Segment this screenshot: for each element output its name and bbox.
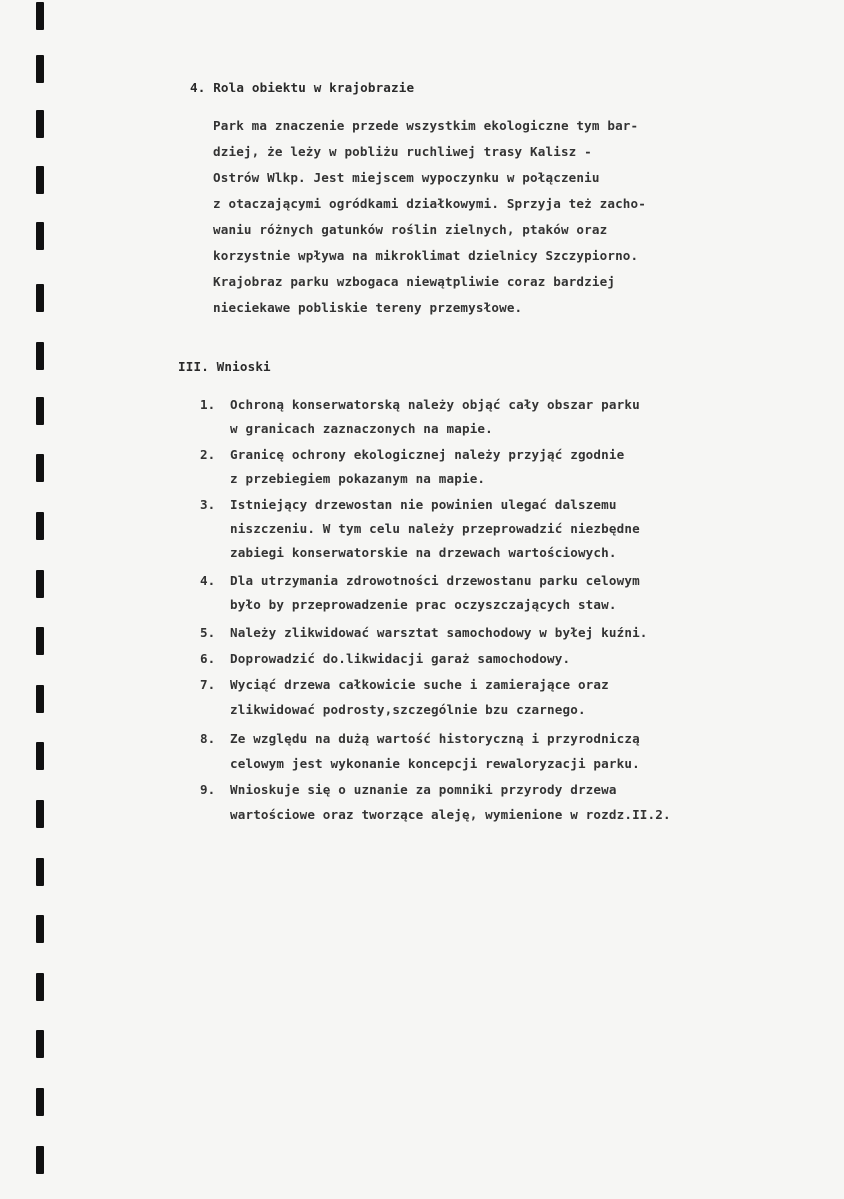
binding-hole [36, 742, 44, 770]
section-heading: 4. Rola obiektu w krajobrazie [190, 80, 415, 95]
binding-hole [36, 800, 44, 828]
list-item-line: Wnioskuje się o uznanie za pomniki przyrody drzewa [230, 782, 617, 797]
list-item-line: Istniejący drzewostan nie powinien ulegać dalszemu [230, 497, 617, 512]
list-item-line: zabiegi konserwatorskie na drzewach wartościowych. [230, 545, 617, 560]
list-number: 4. [200, 573, 216, 588]
binding-hole [36, 397, 44, 425]
section-heading: III. Wnioski [178, 359, 271, 374]
list-item-line: Granicę ochrony ekologicznej należy przyjąć zgodnie [230, 447, 625, 462]
list-item-line: Należy zlikwidować warsztat samochodowy w byłej kuźni. [230, 625, 648, 640]
paragraph-line: dziej, że leży w pobliżu ruchliwej trasy Kalisz - [213, 144, 592, 159]
list-item-line: niszczeniu. W tym celu należy przeprowadzić niezbędne [230, 521, 640, 536]
paragraph-line: waniu różnych gatunków roślin zielnych, ptaków oraz [213, 222, 608, 237]
list-item-line: zlikwidować podrosty,szczególnie bzu czarnego. [230, 702, 586, 717]
list-item-line: Wyciąć drzewa całkowicie suche i zamierające oraz [230, 677, 609, 692]
binding-hole [36, 1030, 44, 1058]
binding-hole [36, 284, 44, 312]
binding-hole [36, 512, 44, 540]
list-item-line: wartościowe oraz tworzące aleję, wymienione w rozdz.II.2. [230, 807, 671, 822]
binding-hole [36, 858, 44, 886]
binding-hole [36, 166, 44, 194]
binding-hole [36, 110, 44, 138]
list-number: 7. [200, 677, 216, 692]
binding-hole [36, 1146, 44, 1174]
list-item-line: Dla utrzymania zdrowotności drzewostanu parku celowym [230, 573, 640, 588]
list-item-line: w granicach zaznaczonych na mapie. [230, 421, 493, 436]
list-item-line: celowym jest wykonanie koncepcji rewaloryzacji parku. [230, 756, 640, 771]
list-number: 6. [200, 651, 216, 666]
list-number: 2. [200, 447, 216, 462]
binding-hole [36, 685, 44, 713]
list-number: 1. [200, 397, 216, 412]
paragraph-line: z otaczającymi ogródkami działkowymi. Sprzyja też zacho- [213, 196, 646, 211]
binding-strip [33, 0, 47, 1199]
binding-hole [36, 454, 44, 482]
list-number: 3. [200, 497, 216, 512]
binding-hole [36, 55, 44, 83]
binding-hole [36, 973, 44, 1001]
list-number: 9. [200, 782, 216, 797]
binding-hole [36, 342, 44, 370]
binding-hole [36, 1088, 44, 1116]
binding-hole [36, 222, 44, 250]
binding-hole [36, 915, 44, 943]
paragraph-line: Park ma znaczenie przede wszystkim ekologiczne tym bar- [213, 118, 639, 133]
paragraph-line: Ostrów Wlkp. Jest miejscem wypoczynku w połączeniu [213, 170, 600, 185]
paragraph-line: nieciekawe pobliskie tereny przemysłowe. [213, 300, 523, 315]
list-number: 5. [200, 625, 216, 640]
binding-hole [36, 627, 44, 655]
paragraph-line: korzystnie wpływa na mikroklimat dzielnicy Szczypiorno. [213, 248, 639, 263]
list-item-line: Doprowadzić do.likwidacji garaż samochodowy. [230, 651, 571, 666]
list-item-line: z przebiegiem pokazanym na mapie. [230, 471, 486, 486]
paragraph-line: Krajobraz parku wzbogaca niewątpliwie coraz bardziej [213, 274, 616, 289]
list-number: 8. [200, 731, 216, 746]
binding-hole [36, 570, 44, 598]
list-item-line: Ochroną konserwatorską należy objąć cały obszar parku [230, 397, 640, 412]
binding-hole [36, 2, 44, 30]
list-item-line: było by przeprowadzenie prac oczyszczających staw. [230, 597, 617, 612]
list-item-line: Ze względu na dużą wartość historyczną i przyrodniczą [230, 731, 640, 746]
